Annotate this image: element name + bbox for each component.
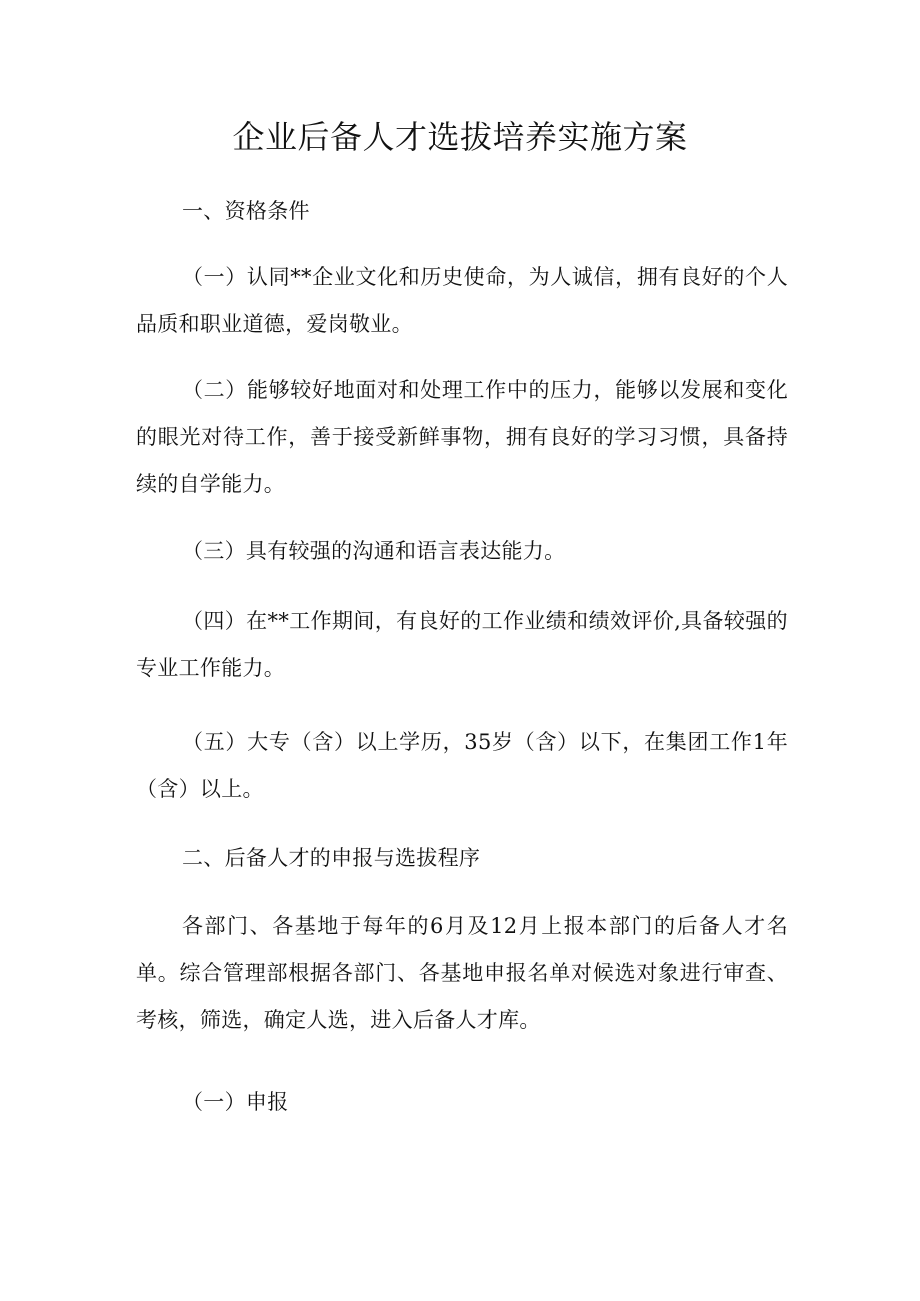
qualification-item-5: （五）大专（含）以上学历，35岁（含）以下，在集团工作1年（含）以上。: [136, 730, 788, 801]
document-title: 企业后备人才选拔培养实施方案: [232, 118, 688, 156]
qualification-item-1: （一）认同**企业文化和历史使命，为人诚信，拥有良好的个人品质和职业道德，爱岗敬业。: [136, 265, 788, 336]
subheading-application: （一）申报: [182, 1090, 289, 1114]
qualification-item-3: （三）具有较强的沟通和语言表达能力。: [182, 539, 566, 563]
section-heading-selection-procedure: 二、后备人才的申报与选拔程序: [182, 846, 481, 870]
section-heading-qualifications: 一、资格条件: [182, 199, 310, 223]
qualification-item-2: （二）能够较好地面对和处理工作中的压力，能够以发展和变化的眼光对待工作，善于接受新鲜事物，拥有良好的学习习惯，具备持续的自学能力。: [136, 378, 788, 496]
qualification-item-4: （四）在**工作期间，有良好的工作业绩和绩效评价,具备较强的专业工作能力。: [136, 609, 788, 680]
procedure-intro-paragraph: 各部门、各基地于每年的6月及12月上报本部门的后备人才名单。综合管理部根据各部门、各基地申报名单对候选对象进行审查、考核，筛选，确定人选，进入后备人才库。: [136, 914, 788, 1032]
